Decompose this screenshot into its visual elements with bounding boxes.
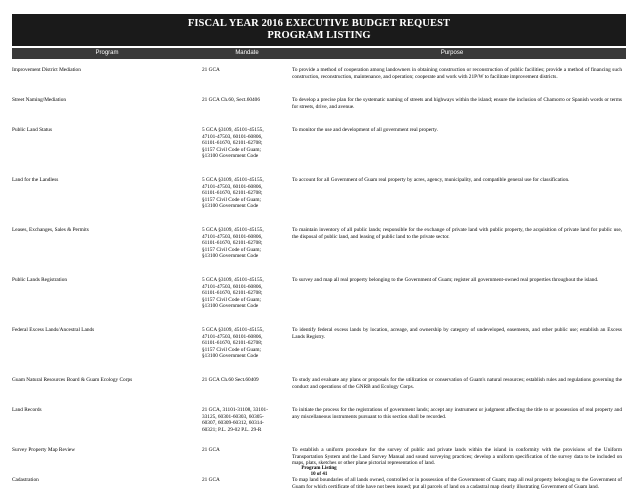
program-name: Cadastration [12,477,39,483]
mandate-line: 61101-61670, 62101-62708; [202,290,263,296]
table-row [12,477,626,490]
program-mandate [202,67,292,80]
program-name: Land Records [12,407,42,413]
mandate-line: 60321; P.L. 29-02 P.L. 29-R [202,426,262,433]
mandate-line: 47101-47503, 60101-60806, [202,183,263,190]
footer-page-number: 10 of 41 [310,472,328,477]
mandate-line: §13100 Government Code [202,253,259,259]
program-purpose: To identify federal excess lands by location, acreage, and ownership by category of undeveloped, easements, and other public use; establish an Excess Lands Registry. [292,327,622,340]
program-mandate [202,327,292,360]
table-row [12,407,626,433]
program-name: Public Lands Registration [12,277,68,283]
mandate-line: 33125, 60301-60303, 60305- [202,413,264,420]
program-purpose: To study and evaluate any plans or proposals for the utilization or conservation of Guam's natural resources; establish rules and regulations governing the conduct and operations of the GNRB and Ecology Corps. [292,377,622,390]
program-purpose: To map land boundaries of all lands owned, controlled or in possession of the Government of Guam; map all real property belonging to the Government of Guam for which certificate of title have not been issued; put all parcels of land on a cadastral map clearly illustrating Government of Guam land. [292,477,622,490]
program-purpose: To develop a precise plan for the systematic naming of streets and highways within the island; ensure the inclusion of Chamorro or Spanish words or terms for streets, drive, and avenue. [292,97,622,110]
program-name: Guam Natural Resources Board & Guam Ecology Corps [12,377,133,383]
column-header-program: Program [95,50,119,56]
mandate-line: 47101-47503, 60101-60806, [202,283,263,290]
mandate-line: §1157 Civil Code of Guam; [202,196,261,203]
mandate-line: §13100 Government Code [202,303,259,309]
table-row [12,67,626,80]
footer-label: Program Listing [301,466,337,471]
program-purpose: To maintain inventory of all public lands; responsible for the exchange of private land with public property, the acquisition of private land for public use, the disposal of public land, and leasing of public land to the private sector. [292,227,622,240]
program-purpose: To provide a method of cooperation among landowners in obtaining construction or reconstruction of public facilities; provide a method of financing such construction, reconstruction, maintenance, and operation; cooperate and work with 21P/W to facilitate improvement districts. [292,67,622,80]
table-row [12,177,626,210]
mandate-line: §13100 Government Code [202,153,259,159]
table-row [12,227,626,260]
program-name: Leases, Exchanges, Sales & Permits [12,227,89,233]
mandate-line: §1157 Civil Code of Guam; [202,246,261,253]
program-purpose: To initiate the process for the registrations of government lands; accept any instrument or judgment affecting the title to or possession of real property and any miscellaneous instruments pursuant to this section shall be recorded. [292,407,622,420]
program-mandate [202,447,292,467]
program-name: Survey Property Map Review [12,447,76,453]
program-purpose: To survey and map all real property belonging to the Government of Guam; register all government-owned real properties throughout the island. [292,277,599,283]
document-subtitle: PROGRAM LISTING [267,30,371,41]
mandate-line: 5 GCA §3109, 45101-45155, [202,227,264,233]
program-mandate [202,227,292,260]
mandate-line: 5 GCA §3109, 45101-45155, [202,277,264,283]
page-header [12,14,626,46]
mandate-line: 21 GCA [202,477,220,483]
mandate-line: 5 GCA §3109, 45101-45155, [202,327,264,333]
mandate-line: 61101-61670, 62101-62708; [202,190,263,196]
program-name: Land for the Landless [12,177,59,183]
program-name: Public Land Status [12,127,53,133]
mandate-line: 21 GCA [202,447,220,453]
program-purpose: To establish a uniform procedure for the survey of public and private lands within the island in conformity with the provisions of the Uniform Transportation System and the Land Survey Manual and sound surveying practices; develop a uniform specification of the survey data to be included on maps, plats, sketches or other plane pictorial representation of land. [292,447,622,466]
table-row [12,277,626,310]
program-purpose: To monitor the use and development of all government real property. [292,127,438,133]
mandate-line: 47101-47503, 60101-60806, [202,133,263,140]
column-header-row [12,48,626,59]
mandate-line: §1157 Civil Code of Guam; [202,146,261,153]
mandate-line: 61101-61670, 62101-62708; [202,140,263,146]
table-row [12,377,626,390]
mandate-line: 47101-47503, 60101-60806, [202,233,263,240]
mandate-line: 21 GCA Ch.60, Sect.60406 [202,97,260,103]
document-title: FISCAL YEAR 2016 EXECUTIVE BUDGET REQUEST [187,18,451,29]
mandate-line: 5 GCA §3109, 45101-45155, [202,177,264,183]
program-name: Street Naming/Mediation [12,97,66,103]
mandate-line: 21 GCA [202,67,220,73]
mandate-line: 60307, 60309-60312, 60314- [202,420,264,426]
program-mandate [202,407,292,433]
mandate-line: 61101-61670, 62101-62708; [202,240,263,246]
mandate-line: §1157 Civil Code of Guam; [202,296,261,303]
mandate-line: 21 GCA, 31101-31108, 33101- [202,407,268,413]
column-header-purpose: Purpose [440,50,464,56]
table-row [12,97,626,110]
column-header-mandate: Mandate [235,50,259,56]
mandate-line: 5 GCA §3109, 45101-45155, [202,127,264,133]
program-name: Federal Excess Lands/Ancestral Lands [12,327,95,333]
program-mandate [202,477,292,490]
program-name: Improvement District Mediation [12,67,81,73]
mandate-line: §13100 Government Code [202,353,259,359]
program-mandate [202,377,292,390]
table-row [12,447,626,467]
program-mandate [202,277,292,310]
program-mandate [202,177,292,210]
program-purpose: To account for all Government of Guam real property by acres, agency, municipality, and compatible general use for classification. [292,177,570,183]
mandate-line: 61101-61670, 62101-62708; [202,340,263,346]
program-mandate [202,97,292,110]
mandate-line: §1157 Civil Code of Guam; [202,346,261,353]
mandate-line: 47101-47503, 60101-60806, [202,333,263,340]
table-row [12,127,626,160]
program-mandate [202,127,292,160]
mandate-line: 21 GCA Ch.60 Sect.60409 [202,377,259,383]
page-footer [0,466,638,478]
mandate-line: §13100 Government Code [202,203,259,209]
table-row [12,327,626,360]
